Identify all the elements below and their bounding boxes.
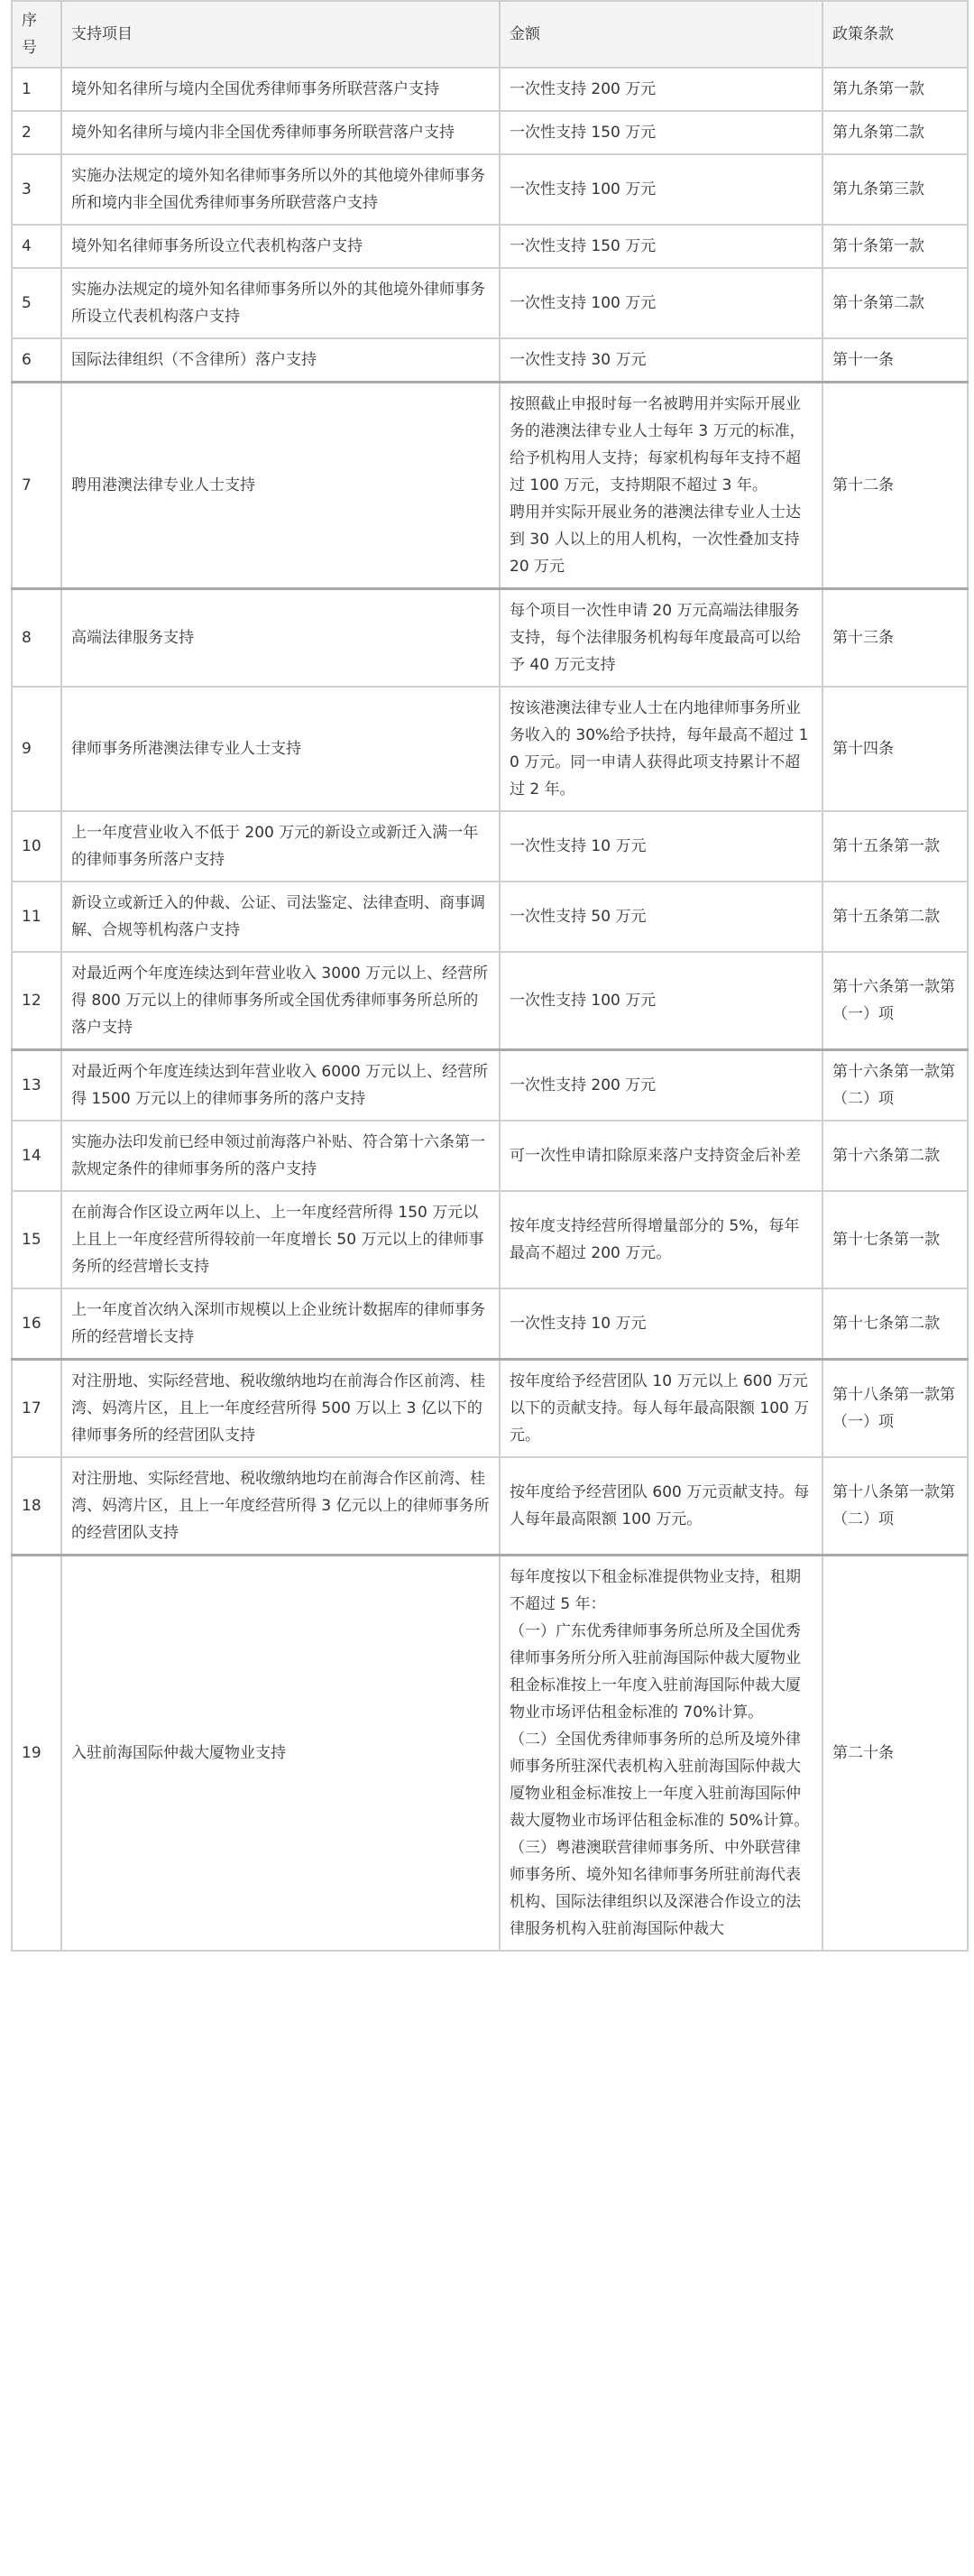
cell-item: 上一年度首次纳入深圳市规模以上企业统计数据库的律师事务所的经营增长支持 <box>61 1288 500 1360</box>
table-row <box>12 154 968 225</box>
table-row <box>12 338 968 383</box>
amount-line: 一次性支持 150 万元 <box>510 237 657 255</box>
cell-item: 聘用港澳法律专业人士支持 <box>61 383 500 589</box>
table-row <box>12 952 968 1050</box>
cell-amount <box>500 154 822 225</box>
table-row <box>12 811 968 882</box>
cell-item: 对注册地、实际经营地、税收缴纳地均在前海合作区前湾、桂湾、妈湾片区，且上一年度经营所得 3 亿元以上的律师事务所的经营团队支持 <box>61 1457 500 1556</box>
amount-line: （三）粤港澳联营律师事务所、中外联营律师事务所、境外知名律师事务所驻前海代表机构、国际法律组织以及深港合作设立的法律服务机构入驻前海国际仲裁大 <box>510 1839 801 1938</box>
cell-amount <box>500 338 822 383</box>
cell-amount <box>500 952 822 1050</box>
table-row <box>12 268 968 338</box>
cell-no: 1 <box>12 68 61 111</box>
cell-clause: 第十八条第一款第（二）项 <box>822 1457 968 1556</box>
cell-amount <box>500 268 822 338</box>
cell-amount <box>500 225 822 268</box>
table-row <box>12 687 968 811</box>
cell-amount <box>500 687 822 811</box>
cell-item: 境外知名律所与境内非全国优秀律师事务所联营落户支持 <box>61 111 500 154</box>
cell-item: 在前海合作区设立两年以上、上一年度经营所得 150 万元以上且上一年度经营所得较前一年度增长 50 万元以上的律师事务所的经营增长支持 <box>61 1191 500 1288</box>
cell-clause: 第十七条第一款 <box>822 1191 968 1288</box>
header-row <box>12 1 968 68</box>
amount-line: 按该港澳法律专业人士在内地律师事务所业务收入的 30%给予扶持，每年最高不超过 10 万元。同一申请人获得此项支持累计不超过 2 年。 <box>510 699 809 799</box>
cell-no: 17 <box>12 1360 61 1458</box>
cell-no: 10 <box>12 811 61 882</box>
cell-no: 8 <box>12 589 61 688</box>
table-row <box>12 1360 968 1458</box>
cell-amount <box>500 1457 822 1556</box>
cell-clause: 第十三条 <box>822 589 968 688</box>
cell-item: 实施办法规定的境外知名律师事务所以外的其他境外律师事务所设立代表机构落户支持 <box>61 268 500 338</box>
amount-line: 每年度按以下租金标准提供物业支持，租期不超过 5 年： <box>510 1568 801 1613</box>
cell-clause: 第十一条 <box>822 338 968 383</box>
cell-clause: 第十六条第一款第（一）项 <box>822 952 968 1050</box>
cell-clause: 第十五条第二款 <box>822 882 968 952</box>
cell-amount <box>500 589 822 688</box>
amount-line: 一次性支持 150 万元 <box>510 124 657 142</box>
cell-item: 实施办法规定的境外知名律师事务所以外的其他境外律师事务所和境内非全国优秀律师事务所联营落户支持 <box>61 154 500 225</box>
amount-line: 一次性支持 100 万元 <box>510 180 657 199</box>
cell-clause: 第十七条第二款 <box>822 1288 968 1360</box>
cell-clause: 第十条第一款 <box>822 225 968 268</box>
cell-no: 14 <box>12 1121 61 1191</box>
cell-amount <box>500 1050 822 1122</box>
cell-no: 5 <box>12 268 61 338</box>
amount-line: 每个项目一次性申请 20 万元高端法律服务支持，每个法律服务机构每年度最高可以给予 40 万元支持 <box>510 602 801 674</box>
table-row <box>12 1050 968 1122</box>
cell-no: 3 <box>12 154 61 225</box>
amount-line: （二）全国优秀律师事务所的总所及境外律师事务所驻深代表机构入驻前海国际仲裁大厦物业租金标准按上一年度入驻前海国际仲裁大厦物业市场评估租金标准的 50%计算。 <box>510 1731 810 1830</box>
cell-item: 对最近两个年度连续达到年营业收入 6000 万元以上、经营所得 1500 万元以上的律师事务所的落户支持 <box>61 1050 500 1122</box>
table-row <box>12 1191 968 1288</box>
cell-clause: 第九条第一款 <box>822 68 968 111</box>
cell-no: 4 <box>12 225 61 268</box>
header-no: 序号 <box>12 1 61 68</box>
cell-amount <box>500 68 822 111</box>
table-row <box>12 1288 968 1360</box>
amount-line: 一次性支持 50 万元 <box>510 908 647 926</box>
cell-amount <box>500 1360 822 1458</box>
table-row <box>12 68 968 111</box>
cell-clause: 第二十条 <box>822 1556 968 1952</box>
amount-line: 按年度给予经营团队 10 万元以上 600 万元以下的贡献支持。每人每年最高限额 100 万元。 <box>510 1372 810 1445</box>
amount-line: 一次性支持 100 万元 <box>510 294 657 312</box>
cell-no: 2 <box>12 111 61 154</box>
cell-amount <box>500 811 822 882</box>
amount-line: 一次性支持 200 万元 <box>510 80 657 98</box>
amount-line: 一次性支持 30 万元 <box>510 351 647 369</box>
table-row <box>12 882 968 952</box>
cell-amount <box>500 1556 822 1952</box>
amount-line: 一次性支持 100 万元 <box>510 992 657 1010</box>
cell-item: 实施办法印发前已经申领过前海落户补贴、符合第十六条第一款规定条件的律师事务所的落户支持 <box>61 1121 500 1191</box>
cell-item: 对注册地、实际经营地、税收缴纳地均在前海合作区前湾、桂湾、妈湾片区，且上一年度经营所得 500 万以上 3 亿以下的律师事务所的经营团队支持 <box>61 1360 500 1458</box>
cell-no: 13 <box>12 1050 61 1122</box>
cell-clause: 第十二条 <box>822 383 968 589</box>
amount-line: 可一次性申请扣除原来落户支持资金后补差 <box>510 1147 801 1165</box>
cell-no: 19 <box>12 1556 61 1952</box>
amount-line: 一次性支持 200 万元 <box>510 1076 657 1094</box>
cell-item: 律师事务所港澳法律专业人士支持 <box>61 687 500 811</box>
cell-item: 境外知名律师事务所设立代表机构落户支持 <box>61 225 500 268</box>
amount-line: 聘用并实际开展业务的港澳法律专业人士达到 30 人以上的用人机构，一次性叠加支持 20 万元 <box>510 503 801 576</box>
policy-table <box>11 0 969 1952</box>
table-row <box>12 1556 968 1952</box>
cell-amount <box>500 1121 822 1191</box>
table-body <box>12 68 968 1951</box>
table-row <box>12 1457 968 1556</box>
header-clause: 政策条款 <box>822 1 968 68</box>
amount-line: 按照截止申报时每一名被聘用并实际开展业务的港澳法律专业人士每年 3 万元的标准，给予机构用人支持；每家机构每年支持不超过 100 万元，支持期限不超过 3 年。 <box>510 395 805 494</box>
table-header <box>12 1 968 68</box>
table-row <box>12 111 968 154</box>
cell-no: 11 <box>12 882 61 952</box>
header-amount: 金额 <box>500 1 822 68</box>
table-row <box>12 1121 968 1191</box>
table-row <box>12 383 968 589</box>
amount-line: 按年度给予经营团队 600 万元贡献支持。每人每年最高限额 100 万元。 <box>510 1483 810 1528</box>
cell-clause: 第十八条第一款第（一）项 <box>822 1360 968 1458</box>
cell-clause: 第十六条第二款 <box>822 1121 968 1191</box>
cell-item: 对最近两个年度连续达到年营业收入 3000 万元以上、经营所得 800 万元以上的律师事务所或全国优秀律师事务所总所的落户支持 <box>61 952 500 1050</box>
cell-no: 6 <box>12 338 61 383</box>
amount-line: 一次性支持 10 万元 <box>510 837 647 855</box>
cell-item: 上一年度营业收入不低于 200 万元的新设立或新迁入满一年的律师事务所落户支持 <box>61 811 500 882</box>
cell-no: 7 <box>12 383 61 589</box>
cell-item: 新设立或新迁入的仲裁、公证、司法鉴定、法律查明、商事调解、合规等机构落户支持 <box>61 882 500 952</box>
cell-clause: 第十四条 <box>822 687 968 811</box>
amount-line: 一次性支持 10 万元 <box>510 1315 647 1333</box>
amount-line: 按年度支持经营所得增量部分的 5%，每年最高不超过 200 万元。 <box>510 1217 800 1262</box>
cell-item: 国际法律组织（不含律所）落户支持 <box>61 338 500 383</box>
cell-item: 高端法律服务支持 <box>61 589 500 688</box>
cell-no: 15 <box>12 1191 61 1288</box>
cell-clause: 第九条第二款 <box>822 111 968 154</box>
cell-item: 境外知名律所与境内全国优秀律师事务所联营落户支持 <box>61 68 500 111</box>
cell-amount <box>500 1288 822 1360</box>
cell-clause: 第十条第二款 <box>822 268 968 338</box>
cell-no: 18 <box>12 1457 61 1556</box>
cell-clause: 第九条第三款 <box>822 154 968 225</box>
amount-line: （一）广东优秀律师事务所总所及全国优秀律师事务所分所入驻前海国际仲裁大厦物业租金标准按上一年度入驻前海国际仲裁大厦物业市场评估租金标准的 70%计算。 <box>510 1622 801 1722</box>
cell-item: 入驻前海国际仲裁大厦物业支持 <box>61 1556 500 1952</box>
table-row <box>12 589 968 688</box>
cell-clause: 第十六条第一款第（二）项 <box>822 1050 968 1122</box>
cell-amount <box>500 383 822 589</box>
table-row <box>12 225 968 268</box>
cell-clause: 第十五条第一款 <box>822 811 968 882</box>
cell-amount <box>500 1191 822 1288</box>
cell-amount <box>500 882 822 952</box>
cell-no: 12 <box>12 952 61 1050</box>
header-item: 支持项目 <box>61 1 500 68</box>
cell-amount <box>500 111 822 154</box>
cell-no: 16 <box>12 1288 61 1360</box>
cell-no: 9 <box>12 687 61 811</box>
